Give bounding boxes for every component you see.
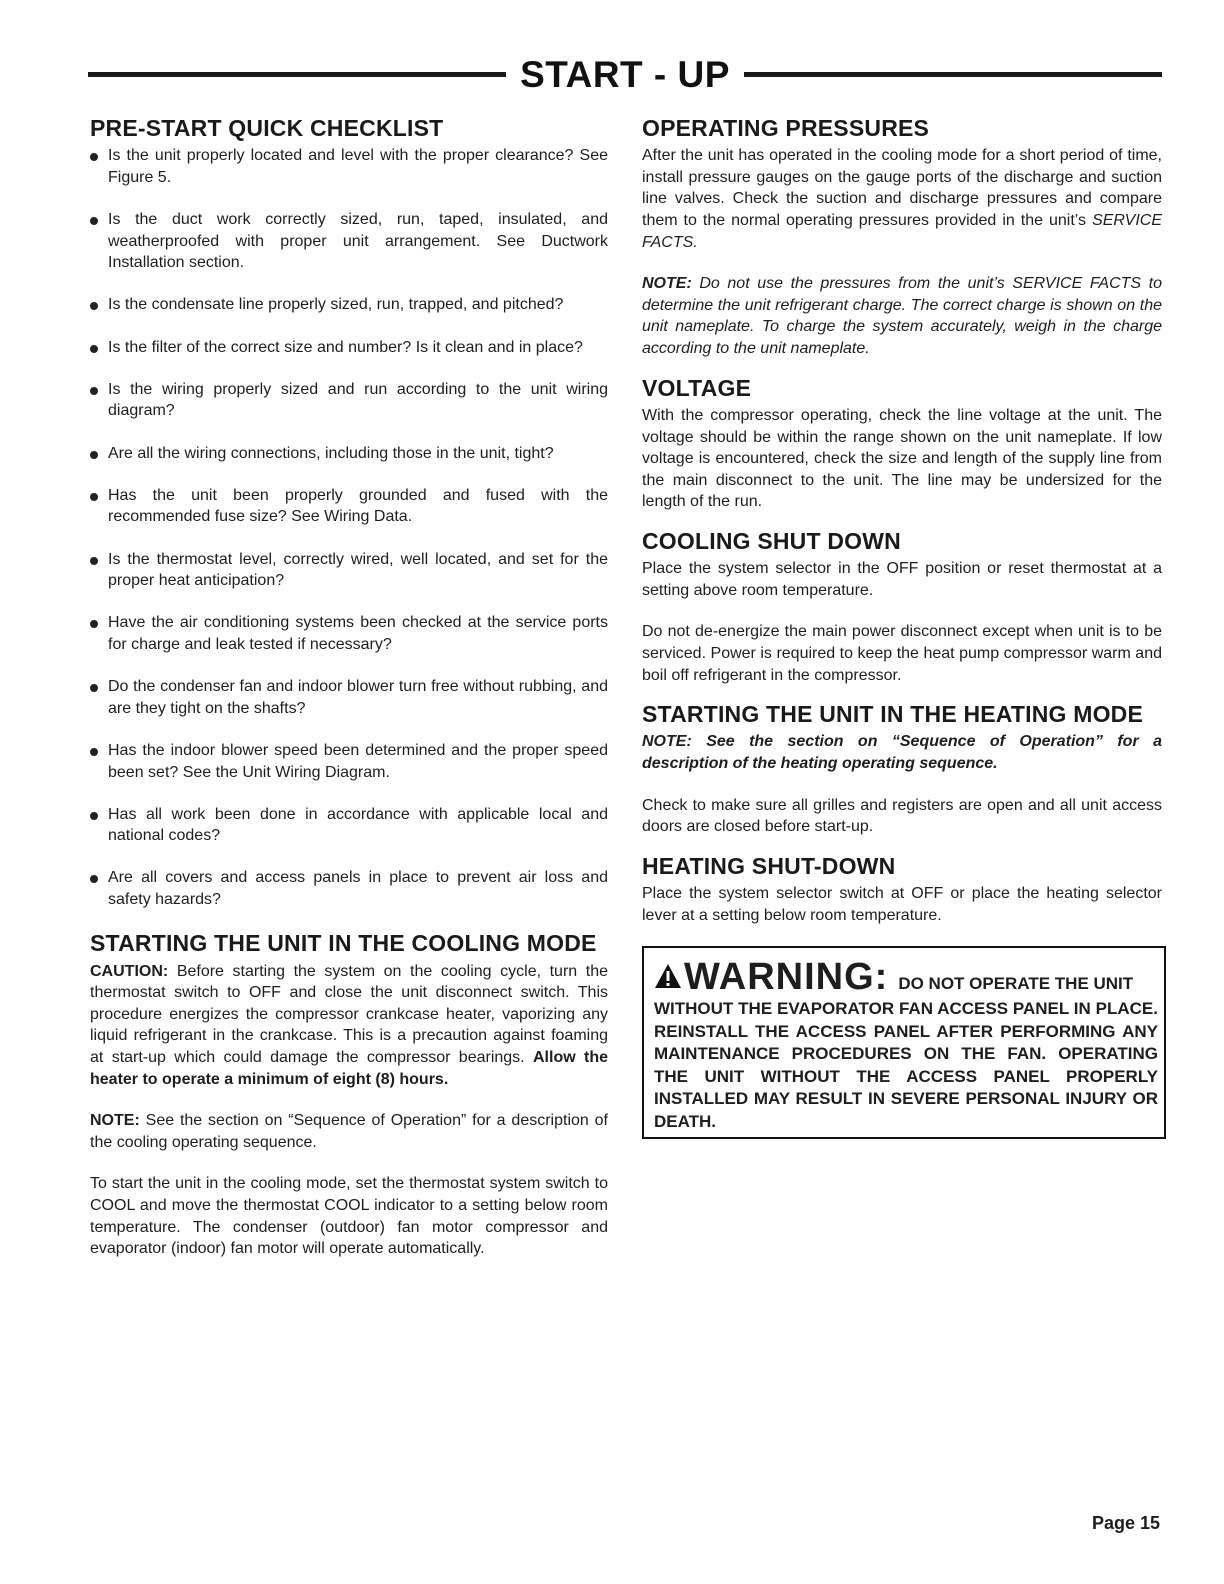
bullet-icon bbox=[90, 557, 98, 565]
cooling-mode-note bbox=[90, 1110, 608, 1153]
bullet-icon bbox=[90, 748, 98, 756]
caution-label: CAUTION: bbox=[90, 962, 169, 980]
heating-shutdown-heading: HEATING SHUT-DOWN bbox=[642, 852, 896, 879]
list-item: Are all the wiring connections, including those in the unit, tight? bbox=[90, 443, 608, 465]
bullet-icon bbox=[90, 451, 98, 459]
left-column bbox=[90, 116, 608, 1260]
list-item: Is the unit properly located and level with the proper clearance? See Figure 5. bbox=[90, 145, 608, 188]
note-label: NOTE: bbox=[642, 275, 692, 293]
cooling-shutdown-text-1: Place the system selector in the OFF position or reset thermostat at a setting above room temperature. bbox=[642, 560, 1162, 599]
header-rule-left bbox=[88, 72, 506, 77]
warning-title: WARNING: bbox=[684, 956, 889, 999]
cooling-mode-heading: STARTING THE UNIT IN THE COOLING MODE bbox=[90, 930, 597, 957]
right-column bbox=[642, 116, 1162, 1139]
note-label: NOTE: bbox=[642, 733, 692, 751]
warning-header bbox=[654, 956, 1158, 999]
prestart-checklist bbox=[90, 145, 608, 910]
warning-lead: DO NOT OPERATE THE UNIT bbox=[898, 974, 1134, 994]
heating-mode-note bbox=[642, 731, 1162, 774]
page-header bbox=[88, 50, 1162, 98]
note-text: See the section on “Sequence of Operation” for a description of the heating operating sequence. bbox=[642, 733, 1162, 773]
list-item: Is the filter of the correct size and number? Is it clean and in place? bbox=[90, 337, 608, 359]
note-text: See the section on “Sequence of Operation” for a description of the cooling operating sequence. bbox=[90, 1112, 608, 1151]
page-number: Page 15 bbox=[1092, 1513, 1161, 1533]
heating-shutdown-text: Place the system selector switch at OFF or place the heating selector lever at a setting below room temperature. bbox=[642, 885, 1162, 924]
list-item: Is the duct work correctly sized, run, taped, insulated, and weatherproofed with proper unit arrangement. See Ductwork Installation section. bbox=[90, 209, 608, 274]
bullet-icon bbox=[90, 684, 98, 692]
bullet-icon bbox=[90, 345, 98, 353]
prestart-heading: PRE-START QUICK CHECKLIST bbox=[90, 115, 444, 141]
list-item: Is the thermostat level, correctly wired, well located, and set for the proper heat anticipation? bbox=[90, 549, 608, 592]
voltage-text: With the compressor operating, check the line voltage at the unit. The voltage should be within the range shown on the unit nameplate. If low voltage is encountered, check the size and length of the supply line from the main disconnect to the unit. The line may be undersized for the length of the run. bbox=[642, 406, 1162, 511]
list-item: Is the condensate line properly sized, run, trapped, and pitched? bbox=[90, 294, 608, 316]
cooling-mode-caution bbox=[90, 961, 608, 1091]
note-label: NOTE: bbox=[90, 1112, 140, 1130]
bullet-icon bbox=[90, 812, 98, 820]
bullet-icon bbox=[90, 387, 98, 395]
page-title: START - UP bbox=[520, 53, 730, 95]
warning-triangle-icon bbox=[654, 963, 682, 989]
list-item: Do the condenser fan and indoor blower turn free without rubbing, and are they tight on the shafts? bbox=[90, 676, 608, 719]
voltage-heading: VOLTAGE bbox=[642, 374, 752, 401]
header-rule-right bbox=[744, 72, 1162, 77]
heating-mode-text: Check to make sure all grilles and registers are open and all unit access doors are closed before start-up. bbox=[642, 796, 1162, 836]
list-item: Have the air conditioning systems been checked at the service ports for charge and leak tested if necessary? bbox=[90, 612, 608, 655]
cooling-shutdown-heading: COOLING SHUT DOWN bbox=[642, 527, 901, 554]
cooling-shutdown-text-2: Do not de-energize the main power disconnect except when unit is to be serviced. Power is required to keep the heat pump compressor warm and boil off refrigerant in the compressor. bbox=[642, 623, 1162, 684]
bullet-icon bbox=[90, 493, 98, 501]
caution-bold-text: Allow the heater to operate a minimum of eight (8) hours. bbox=[90, 1048, 609, 1088]
bullet-icon bbox=[90, 302, 98, 310]
bullet-icon bbox=[90, 875, 98, 883]
list-item: Has the unit been properly grounded and fused with the recommended fuse size? See Wiring Data. bbox=[90, 485, 608, 528]
caution-text: Before starting the system on the cooling cycle, turn the thermostat switch to OFF and close the unit disconnect switch. This procedure energizes the compressor crankcase heater, vaporizing any liquid refrigerant in the crankcase. This is a precaution against foaming at start-up which could damage the compressor bearings. bbox=[90, 962, 609, 1066]
list-item: Has the indoor blower speed been determined and the proper speed been set? See the Unit Wiring Diagram. bbox=[90, 740, 608, 783]
operating-pressures-heading: OPERATING PRESSURES bbox=[642, 115, 930, 141]
bullet-icon bbox=[90, 217, 98, 225]
operating-pressures-text: After the unit has operated in the cooling mode for a short period of time, install pressure gauges on the gauge ports of the discharge and suction line valves. Check the suction and discharge pressures and compare them to the normal operating pressures provided in the unit’s SERVICE FACTS. bbox=[642, 147, 1163, 251]
heating-mode-heading: STARTING THE UNIT IN THE HEATING MODE bbox=[642, 701, 1144, 728]
operating-pressures-note bbox=[642, 273, 1162, 359]
list-item: Is the wiring properly sized and run according to the unit wiring diagram? bbox=[90, 379, 608, 422]
note-text: Do not use the pressures from the unit’s SERVICE FACTS to determine the unit refrigerant charge. The correct charge is shown on the unit nameplate. To charge the system accurately, weigh in the charge according to the unit nameplate. bbox=[642, 275, 1163, 358]
bullet-icon bbox=[90, 153, 98, 161]
warning-box bbox=[642, 946, 1166, 1139]
list-item: Are all covers and access panels in place to prevent air loss and safety hazards? bbox=[90, 867, 608, 910]
list-item: Has all work been done in accordance with applicable local and national codes? bbox=[90, 804, 608, 847]
cooling-mode-paragraph: To start the unit in the cooling mode, set the thermostat system switch to COOL and move the thermostat COOL indicator to a setting below room temperature. The condenser (outdoor) fan motor compressor and evaporator (indoor) fan motor will operate automatically. bbox=[90, 1175, 608, 1258]
warning-body: WITHOUT THE EVAPORATOR FAN ACCESS PANEL IN PLACE. REINSTALL THE ACCESS PANEL AFTER PERFORMING ANY MAINTENANCE PROCEDURES ON THE FAN. OPERATING THE UNIT WITHOUT THE ACCESS PANEL PROPERLY INSTALLED MAY RESULT IN SEVERE PERSONAL INJURY OR DEATH. bbox=[654, 999, 1158, 1131]
bullet-icon bbox=[90, 620, 98, 628]
